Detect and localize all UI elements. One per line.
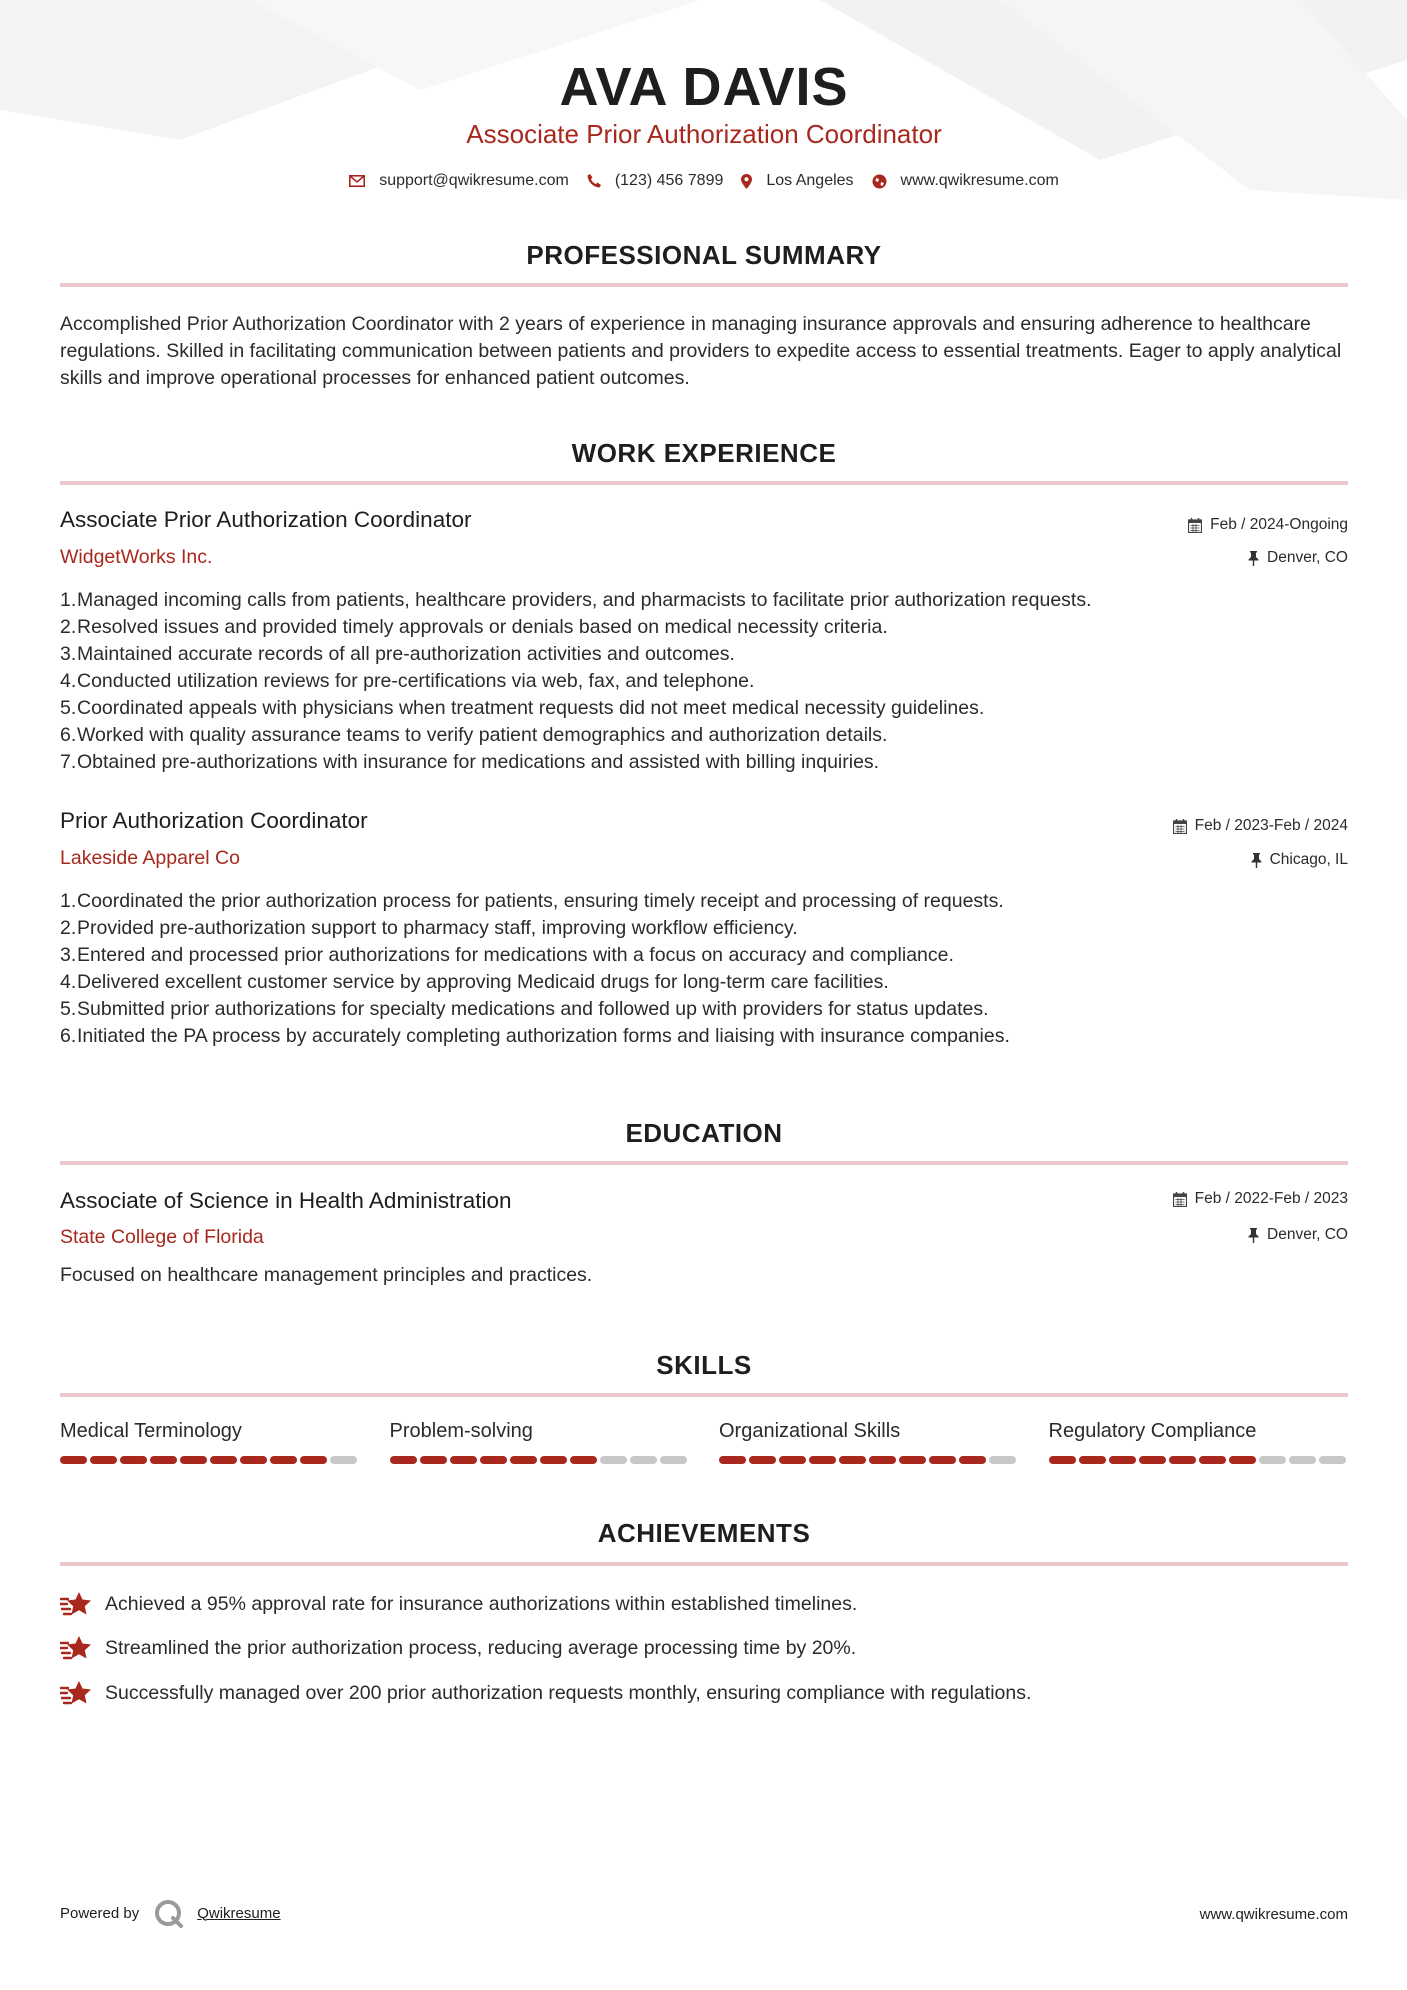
skill-segment-filled [1229, 1456, 1256, 1464]
skill-segment-filled [210, 1456, 237, 1464]
star-badge-icon [60, 1635, 93, 1661]
contact-location-text: Los Angeles [766, 172, 854, 189]
list-item: 3. Maintained accurate records of all pre-authorization activities and outcomes. [60, 643, 735, 665]
skill-segment-filled [390, 1456, 417, 1464]
skill-segment-filled [240, 1456, 267, 1464]
contact-bar [60, 172, 1348, 190]
list-item: 6. Initiated the PA process by accurately completing authorization forms and liaising with insurance companies. [60, 1025, 1010, 1047]
skill-segment-empty [660, 1456, 687, 1464]
list-item: 3. Entered and processed prior authorizations for medications with a focus on accuracy and compliance. [60, 944, 954, 966]
job-bullets [60, 587, 1348, 776]
skill-item [719, 1420, 1019, 1464]
pin-icon [1248, 1228, 1259, 1243]
candidate-title: Associate Prior Authorization Coordinator [466, 119, 942, 149]
footer-powered-by [60, 1898, 281, 1928]
skill-segment-filled [420, 1456, 447, 1464]
skill-segment-empty [600, 1456, 627, 1464]
job-location-text: Denver, CO [1267, 549, 1348, 566]
envelope-icon [349, 175, 365, 187]
skills-heading: SKILLS [656, 1350, 752, 1380]
contact-website-text: www.qwikresume.com [900, 172, 1059, 189]
qwikresume-logo-icon [153, 1898, 187, 1928]
star-badge-icon [60, 1680, 93, 1706]
skill-level-bar [1049, 1456, 1349, 1464]
skill-segment-filled [1049, 1456, 1076, 1464]
skill-segment-filled [150, 1456, 177, 1464]
pin-icon [1251, 853, 1262, 868]
achievement-item [60, 1680, 1031, 1706]
contact-email[interactable] [349, 172, 569, 190]
experience-divider [60, 481, 1348, 485]
job-dates-text: Feb / 2024-Ongoing [1210, 516, 1348, 533]
contact-phone[interactable] [587, 172, 724, 190]
skill-level-bar [390, 1456, 690, 1464]
achievement-text: Streamlined the prior authorization process, reducing average processing time by 20%. [105, 1636, 857, 1659]
skill-segment-filled [90, 1456, 117, 1464]
skill-segment-filled [300, 1456, 327, 1464]
achievement-item [60, 1635, 856, 1661]
skill-item [390, 1420, 690, 1464]
list-item: 1. Managed incoming calls from patients, healthcare providers, and pharmacists to facilitate prior authorization requests. [60, 589, 1092, 611]
education-dates [1173, 1190, 1348, 1208]
list-item: 2. Resolved issues and provided timely approvals or denials based on medical necessity criteria. [60, 616, 888, 638]
achievement-text: Successfully managed over 200 prior authorization requests monthly, ensuring compliance with regulations. [105, 1681, 1032, 1704]
education-location [1248, 1226, 1348, 1244]
job-dates [1173, 817, 1348, 835]
footer-website[interactable]: www.qwikresume.com [1199, 1906, 1348, 1923]
job-dates-text: Feb / 2023-Feb / 2024 [1194, 817, 1348, 834]
education-description: Focused on healthcare management principles and practices. [60, 1264, 593, 1286]
summary-divider [60, 283, 1348, 287]
achievements-divider [60, 1562, 1348, 1566]
skills-divider [60, 1393, 1348, 1397]
calendar-icon [1173, 1192, 1187, 1207]
list-item: 5. Coordinated appeals with physicians when treatment requests did not meet medical necessity guidelines. [60, 697, 985, 719]
skill-segment-filled [510, 1456, 537, 1464]
job-location [1251, 851, 1348, 869]
skill-segment-filled [1079, 1456, 1106, 1464]
map-pin-icon [741, 174, 752, 189]
skill-item [60, 1420, 360, 1464]
skill-segment-filled [869, 1456, 896, 1464]
skill-name: Problem-solving [389, 1420, 533, 1442]
skill-segment-empty [1319, 1456, 1346, 1464]
skill-segment-filled [1109, 1456, 1136, 1464]
skill-segment-filled [570, 1456, 597, 1464]
skill-segment-filled [480, 1456, 507, 1464]
company-name: WidgetWorks Inc. [60, 546, 213, 568]
calendar-icon [1173, 819, 1187, 834]
skill-segment-empty [330, 1456, 357, 1464]
skill-segment-filled [779, 1456, 806, 1464]
job-dates [1188, 516, 1348, 534]
contact-email-text: support@qwikresume.com [379, 172, 569, 189]
skill-segment-filled [899, 1456, 926, 1464]
skill-segment-filled [1169, 1456, 1196, 1464]
education-dates-text: Feb / 2022-Feb / 2023 [1194, 1190, 1348, 1207]
skill-level-bar [60, 1456, 360, 1464]
company-name: Lakeside Apparel Co [60, 847, 240, 869]
skill-segment-empty [989, 1456, 1016, 1464]
achievement-text: Achieved a 95% approval rate for insurance authorizations within established timelines. [105, 1592, 858, 1615]
job-bullets [60, 888, 1348, 1050]
contact-location [741, 172, 853, 190]
pin-icon [1248, 551, 1259, 566]
education-location-text: Denver, CO [1267, 1226, 1348, 1243]
skill-segment-filled [450, 1456, 477, 1464]
skill-segment-filled [60, 1456, 87, 1464]
skill-name: Medical Terminology [60, 1420, 242, 1442]
qwikresume-link[interactable]: Qwikresume [197, 1904, 281, 1922]
job-location [1248, 549, 1348, 567]
powered-by-label: Powered by [60, 1904, 140, 1922]
skill-level-bar [719, 1456, 1019, 1464]
phone-icon [587, 174, 601, 188]
job-location-text: Chicago, IL [1269, 851, 1348, 868]
summary-text: Accomplished Prior Authorization Coordinator with 2 years of experience in managing insurance approvals and ensuring adherence to healthcare regulations. Skilled in facilitating communication between patients and providers to expedite access to essential treatments. Eager to apply analytical skills and improve operational processes for enhanced patient outcomes. [60, 313, 1342, 389]
job-title: Prior Authorization Coordinator [60, 808, 368, 833]
degree-title: Associate of Science in Health Administration [60, 1188, 512, 1213]
skill-name: Organizational Skills [719, 1420, 901, 1442]
skill-segment-filled [540, 1456, 567, 1464]
skill-name: Regulatory Compliance [1048, 1420, 1257, 1442]
skill-segment-filled [719, 1456, 746, 1464]
list-item: 7. Obtained pre-authorizations with insurance for medications and assisted with billing inquiries. [60, 751, 880, 773]
achievement-item [60, 1591, 857, 1617]
skill-segment-filled [959, 1456, 986, 1464]
skill-segment-empty [1289, 1456, 1316, 1464]
list-item: 4. Delivered excellent customer service by approving Medicaid drugs for long-term care facilities. [60, 971, 889, 993]
list-item: 5. Submitted prior authorizations for specialty medications and followed up with providers for status updates. [60, 998, 989, 1020]
education-divider [60, 1161, 1348, 1165]
candidate-name: AVA DAVIS [559, 57, 849, 117]
contact-website[interactable] [872, 172, 1059, 190]
list-item: 1. Coordinated the prior authorization process for patients, ensuring timely receipt and processing of requests. [60, 890, 1004, 912]
education-heading: EDUCATION [625, 1118, 783, 1148]
skill-segment-filled [839, 1456, 866, 1464]
job-title: Associate Prior Authorization Coordinator [60, 507, 472, 532]
skill-segment-filled [270, 1456, 297, 1464]
list-item: 4. Conducted utilization reviews for pre-certifications via web, fax, and telephone. [60, 670, 755, 692]
skill-segment-filled [120, 1456, 147, 1464]
list-item: 6. Worked with quality assurance teams to verify patient demographics and authorization details. [60, 724, 888, 746]
star-badge-icon [60, 1591, 93, 1617]
skill-segment-filled [180, 1456, 207, 1464]
list-item: 2. Provided pre-authorization support to pharmacy staff, improving workflow efficiency. [60, 917, 798, 939]
skill-segment-filled [809, 1456, 836, 1464]
contact-phone-text: (123) 456 7899 [614, 172, 724, 189]
experience-heading: WORK EXPERIENCE [571, 438, 837, 468]
skill-segment-empty [630, 1456, 657, 1464]
summary-heading: PROFESSIONAL SUMMARY [526, 240, 882, 270]
achievements-heading: ACHIEVEMENTS [597, 1518, 811, 1548]
skill-segment-filled [1139, 1456, 1166, 1464]
skill-item [1049, 1420, 1349, 1464]
skill-segment-filled [749, 1456, 776, 1464]
calendar-icon [1188, 518, 1202, 533]
skill-segment-filled [929, 1456, 956, 1464]
school-name: State College of Florida [60, 1226, 264, 1248]
skill-segment-filled [1199, 1456, 1226, 1464]
skill-segment-empty [1259, 1456, 1286, 1464]
globe-icon [872, 174, 887, 189]
